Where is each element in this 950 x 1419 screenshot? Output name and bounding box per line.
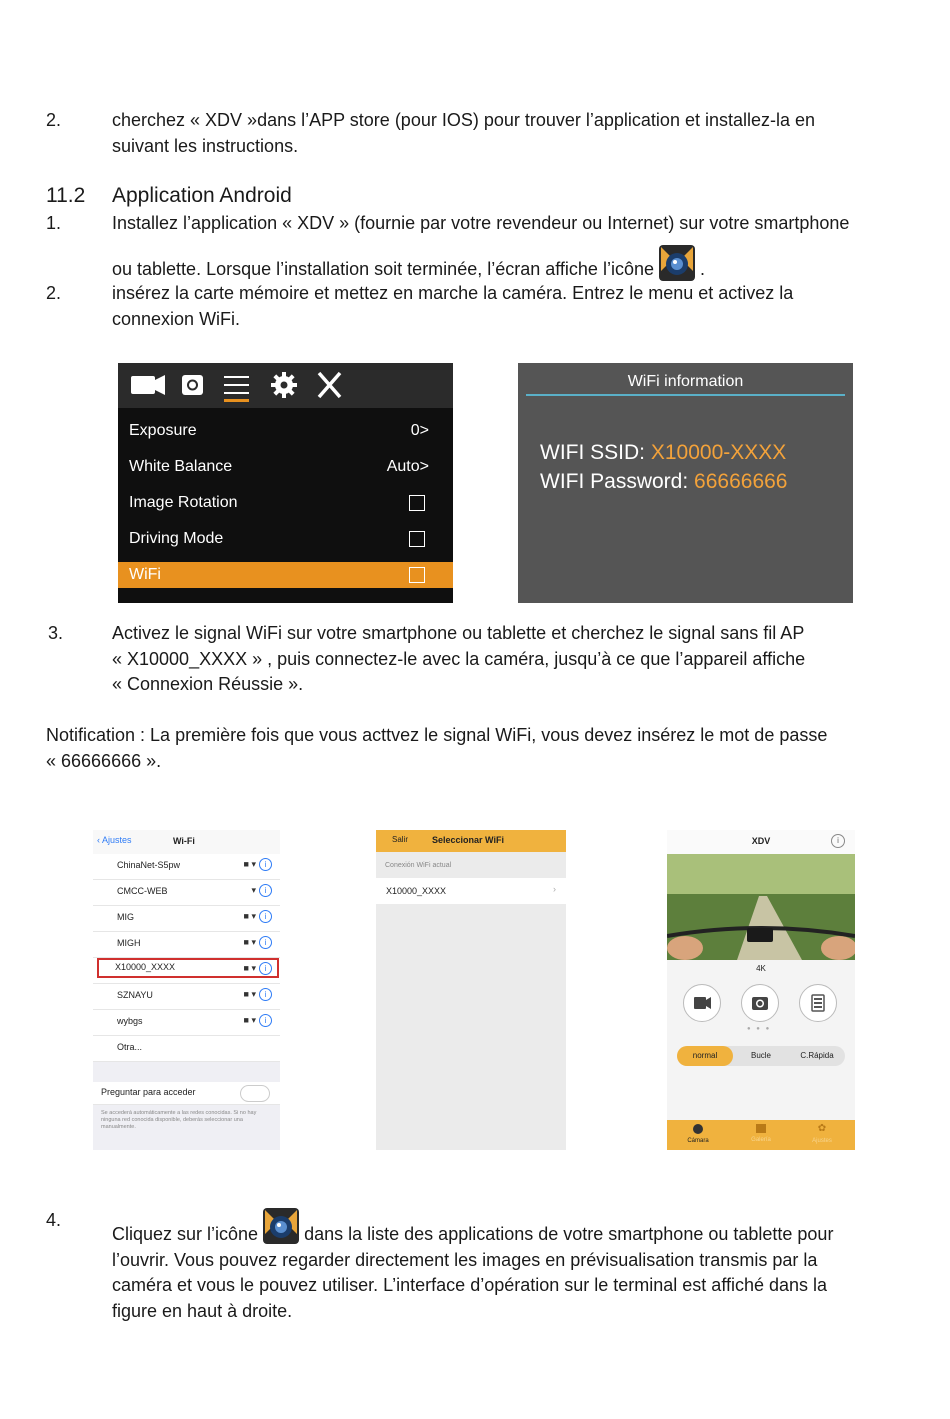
xdv-app-icon <box>263 1208 299 1244</box>
app-title: XDV <box>751 836 771 846</box>
wifi-signal-icon: ▾ <box>251 859 256 869</box>
info-icon: i <box>259 988 272 1001</box>
tab-bar <box>667 1120 855 1150</box>
lock-icon: ■ <box>243 911 249 921</box>
nav-title: Wi-Fi <box>173 836 195 846</box>
camera-icon <box>742 985 778 1021</box>
phone-select-wifi <box>376 830 566 1150</box>
wifi-network-row[interactable]: MIG ■ ▾ i <box>93 906 280 932</box>
mode-segmented-control <box>677 1046 845 1066</box>
checkbox[interactable] <box>409 495 425 511</box>
phone-xdv-app <box>667 830 855 1150</box>
back-button[interactable]: ‹ Ajustes <box>97 835 132 845</box>
gear-tab-icon: ✿ <box>817 1123 827 1134</box>
wifi-signal-icon: ▾ <box>251 911 256 921</box>
menu-icon <box>224 376 249 402</box>
ask-to-join-row: Preguntar para acceder <box>93 1082 280 1105</box>
paragraph-install: Installez l’application « XDV » (fournie par votre revendeur ou Internet) sur votre smartphone ou tablette. Lorsque l’installation soit terminée, l’écran affiche l’icône . <box>112 213 850 279</box>
tab-settings[interactable]: ✿ Ajustes <box>805 1124 839 1144</box>
info-icon: i <box>259 1014 272 1027</box>
camera-menu-screen <box>118 363 453 603</box>
wifi-network-row[interactable]: MIGH ■ ▾ i <box>93 932 280 958</box>
paragraph-activate-wifi: Activez le signal WiFi sur votre smartphone ou tablette et cherchez le signal sans fil AP « X10000_XXXX » , puis connectez-le avec la caméra, jusqu’à ce que l’appareil affiche « Connexion Réussie ». <box>112 623 806 694</box>
chevron-left-icon: ‹ <box>97 835 100 845</box>
menu-row-white-balance[interactable]: White Balance Auto> <box>129 458 429 475</box>
wifi-password-line: WIFI Password: 66666666 <box>540 470 788 493</box>
gallery-tab-icon <box>756 1124 766 1133</box>
wifi-network-row[interactable]: wybgs ■ ▾ i <box>93 1010 280 1036</box>
section-label: Conexión WiFi actual <box>385 862 452 869</box>
paragraph-open-app: Cliquez sur l’icône dans la liste des applications de votre smartphone ou tablette pour l’ouvrir. Vous pouvez regarder directement les images en prévisualisation transmis par la caméra et vous le pouvez utiliser. L’interface d’opération sur le terminal est affiché dans la figure en haut à droite. <box>112 1208 912 1324</box>
video-icon <box>684 985 720 1021</box>
lock-icon: ■ <box>243 963 249 973</box>
wifi-signal-icon: ▾ <box>251 989 256 999</box>
paragraph-insert-card: insérez la carte mémoire et mettez en marche la caméra. Entrez le menu et activez la connexion WiFi. <box>112 283 794 329</box>
list-number: 1. <box>46 213 62 233</box>
ask-note: Se accederá automáticamente a las redes conocidas. Si no hay ninguna red conocida disponible, deberás seleccionar una manualmente. <box>101 1110 257 1130</box>
lock-icon: ■ <box>243 1015 249 1025</box>
resolution-label: 4K <box>756 964 766 973</box>
section-number: 11.2 <box>46 184 86 207</box>
page-dots: ● ● ● <box>747 1026 772 1032</box>
wifi-network-row[interactable]: X10000_XXXX › <box>376 878 566 904</box>
chevron-right-icon: › <box>553 884 556 894</box>
lock-icon: ■ <box>243 989 249 999</box>
wifi-network-row[interactable]: ChinaNet-S5pw ■ ▾ i <box>93 854 280 880</box>
wifi-information-screen <box>518 363 853 603</box>
phone-wifi-settings <box>93 830 280 1150</box>
wifi-network-row[interactable]: CMCC-WEB ▾ i <box>93 880 280 906</box>
video-mode-button[interactable] <box>683 984 721 1022</box>
ask-to-join-toggle[interactable] <box>240 1085 270 1102</box>
divider <box>526 394 845 396</box>
highlight-box <box>97 958 279 978</box>
nav-bar <box>376 830 566 852</box>
lock-icon: ■ <box>243 859 249 869</box>
section-title: Application Android <box>112 184 292 207</box>
camera-icon <box>182 375 203 395</box>
nav-title: Seleccionar WiFi <box>432 835 504 845</box>
wifi-network-row-selected[interactable]: X10000_XXXX ■ ▾ i <box>93 958 280 984</box>
list-number: 3. <box>48 623 64 643</box>
gear-icon <box>271 372 297 398</box>
nav-bar <box>667 830 855 854</box>
wifi-signal-icon: ▾ <box>251 963 256 973</box>
video-icon <box>131 375 165 395</box>
info-icon: i <box>259 910 272 923</box>
camera-menu-toolbar <box>118 363 453 408</box>
camera-tab-icon <box>693 1124 703 1134</box>
lock-icon: ■ <box>243 937 249 947</box>
nav-bar <box>93 830 280 855</box>
mode-normal[interactable]: normal <box>677 1046 733 1066</box>
wifi-network-row-other[interactable]: Otra... <box>93 1036 280 1062</box>
menu-row-image-rotation[interactable]: Image Rotation <box>118 490 453 516</box>
info-icon: i <box>259 858 272 871</box>
checkbox[interactable] <box>409 531 425 547</box>
tab-camera[interactable]: Cámara <box>681 1124 715 1144</box>
mode-loop[interactable]: Bucle <box>750 1051 771 1060</box>
info-icon: i <box>259 936 272 949</box>
menu-row-exposure[interactable]: Exposure 0> <box>129 422 429 439</box>
live-preview <box>667 854 855 960</box>
list-number: 4. <box>46 1210 62 1230</box>
notification-paragraph: Notification : La première fois que vous acttvez le signal WiFi, vous devez insérez le mot de passe « 66666666 ». <box>46 725 828 771</box>
list-number: 2. <box>46 110 62 130</box>
menu-row-driving-mode[interactable]: Driving Mode <box>118 526 453 552</box>
burst-icon <box>800 985 836 1021</box>
menu-row-wifi[interactable]: WiFi <box>118 562 453 588</box>
close-icon <box>319 373 340 397</box>
checkbox[interactable] <box>409 567 425 583</box>
info-icon[interactable]: i <box>831 834 845 848</box>
wifi-info-title: WiFi information <box>627 373 744 390</box>
wifi-signal-icon: ▾ <box>251 1015 256 1025</box>
wifi-ssid-line: WIFI SSID: X10000-XXXX <box>540 441 787 464</box>
tab-gallery[interactable]: Galería <box>744 1124 778 1143</box>
exit-button[interactable]: Salir <box>392 835 409 844</box>
xdv-app-icon <box>659 245 695 281</box>
list-number: 2. <box>46 283 62 303</box>
info-icon: i <box>259 884 272 897</box>
mode-fast[interactable]: C.Rápida <box>800 1051 834 1060</box>
paragraph-ios-search: cherchez « XDV »dans l’APP store (pour IOS) pour trouver l’application et installez-la en suivant les instructions. <box>112 110 816 156</box>
photo-mode-button[interactable] <box>741 984 779 1022</box>
wifi-signal-icon: ▾ <box>251 885 256 895</box>
wifi-signal-icon: ▾ <box>251 937 256 947</box>
burst-mode-button[interactable] <box>799 984 837 1022</box>
info-icon: i <box>259 962 272 975</box>
wifi-network-row[interactable]: SZNAYU ■ ▾ i <box>93 984 280 1010</box>
